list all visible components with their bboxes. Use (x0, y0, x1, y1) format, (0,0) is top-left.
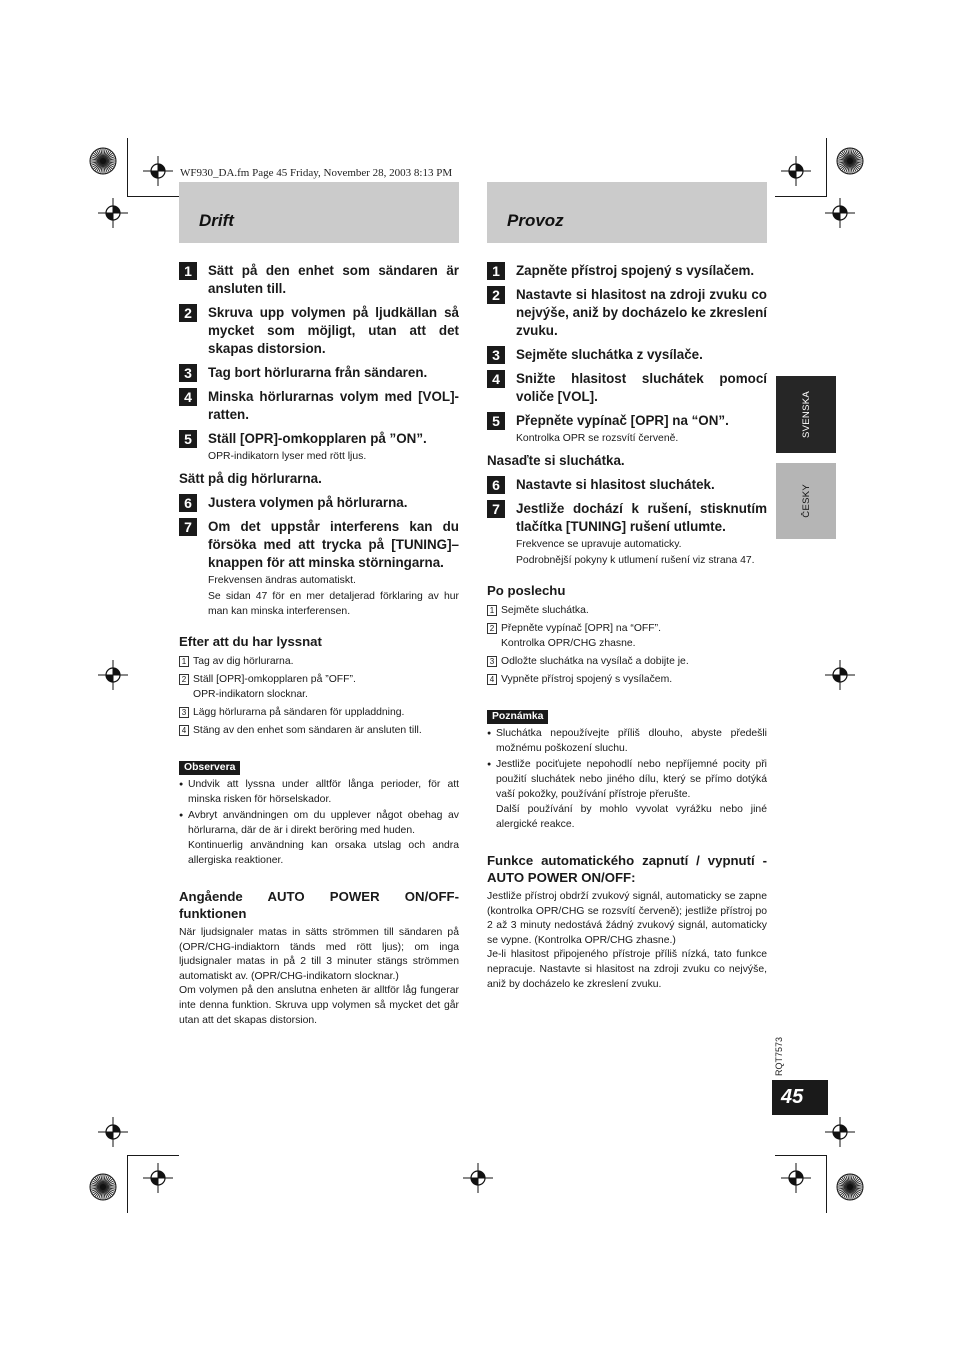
step-note: Podrobnější pokyny k utlumení rušení viz strana 47. (516, 555, 755, 566)
registration-mark-icon (825, 1117, 855, 1147)
registration-mark-icon (825, 198, 855, 228)
step-box-number: 1 (487, 605, 497, 616)
after-item-text: Vypněte přístroj spojený s vysílačem. (501, 674, 673, 685)
step-item (487, 500, 767, 568)
after-item (487, 654, 767, 669)
step-number: 6 (179, 494, 197, 512)
trim-mark (826, 1155, 827, 1213)
notice-badge: Poznámka (487, 710, 548, 724)
step-text: Snižte hlasitost sluchátek pomocí voliče [VOL]. (516, 371, 767, 404)
color-target-icon (88, 1172, 118, 1202)
language-tab-label: SVENSKA (800, 391, 812, 438)
trim-mark (127, 196, 179, 197)
auto-power-text (487, 890, 767, 992)
step-item (179, 262, 459, 298)
step-box-number: 2 (487, 623, 497, 634)
step-box-number: 4 (487, 674, 497, 685)
step-text: Nastavte si hlasitost sluchátek. (516, 477, 715, 492)
step-note: Frekvensen ändras automatiskt. (208, 575, 356, 586)
step-text: Zapněte přístroj spojený s vysílačem. (516, 263, 755, 278)
after-item-text: Kontrolka OPR/CHG zhasne. (501, 638, 636, 649)
step-item (487, 370, 767, 406)
step-list (487, 262, 767, 446)
step-item (487, 286, 767, 340)
section-header (179, 182, 459, 243)
registration-mark-icon (463, 1163, 493, 1193)
after-item (179, 654, 459, 669)
notice-badge: Observera (179, 761, 240, 775)
paragraph-line: Om volymen på den anslutna enheten är alltför låg fungerar inte denna funktion. Skruva upp volymen så mycket det går utan att det skapas distorsion. (179, 985, 459, 1026)
after-item (487, 621, 767, 651)
step-text: Sejměte sluchátka z vysílače. (516, 347, 703, 362)
color-target-icon (835, 146, 865, 176)
after-item (179, 723, 459, 738)
section-header (487, 182, 767, 243)
step-note: Frekvence se upravuje automaticky. (516, 539, 682, 550)
registration-mark-icon (143, 1163, 173, 1193)
after-item-text: Přepněte vypínač [OPR] na “OFF”. (501, 623, 661, 634)
after-item-text: Lägg hörlurarna på sändaren för uppladdning. (193, 707, 405, 718)
step-number: 1 (179, 262, 197, 280)
step-item (179, 388, 459, 424)
notice-list (487, 726, 767, 832)
notice-item: ● Sluchátka nepoužívejte příliš dlouho, abyste předešli možnému poškození sluchu. (487, 726, 767, 756)
after-item (179, 705, 459, 720)
step-text: Přepněte vypínač [OPR] na “ON”. (516, 413, 729, 428)
step-item (179, 430, 459, 464)
paragraph-line: Je-li hlasitost připojeného přístroje příliš nízká, tato funkce nepracuje. Nastavte si hlasitost na zdroji zvuku co nejvýše, aniž by docházelo ke zkreslení zvuku. (487, 949, 767, 990)
step-number: 5 (487, 412, 505, 430)
after-item (487, 603, 767, 618)
step-note: Kontrolka OPR se rozsvítí červeně. (516, 433, 679, 444)
step-number: 3 (487, 346, 505, 364)
language-tab-label: ČESKY (800, 484, 812, 518)
step-list (179, 494, 459, 619)
trim-mark (775, 1155, 827, 1156)
step-number: 1 (487, 262, 505, 280)
after-item (487, 672, 767, 687)
step-note: Se sidan 47 för en mer detaljerad förklaring av hur man kan minska interferensen. (208, 591, 459, 617)
after-list (487, 603, 767, 687)
after-item-text: OPR-indikatorn slocknar. (193, 689, 308, 700)
after-listening-title: Po poslechu (487, 583, 566, 598)
step-item (179, 518, 459, 619)
step-item (179, 304, 459, 358)
language-tab-svenska (776, 376, 836, 453)
registration-mark-icon (98, 660, 128, 690)
after-item-text: Odložte sluchátka na vysílač a dobijte je. (501, 656, 689, 667)
step-text: Minska hörlurarnas volym med [VOL]-ratten. (208, 389, 459, 422)
step-subhead: Sätt på dig hörlurarna. (179, 471, 322, 486)
paragraph-line: När ljudsignaler matas in sätts strömmen till sändaren på (OPR/CHG-indiaktorn tänds med rött ljus); om inga ljudsignaler matas in på 2 till 3 minuter stängs strömmen automatiskt av. (OPR/CHG-indikatorn slocknar.) (179, 927, 459, 982)
step-number: 7 (487, 500, 505, 518)
trim-mark (775, 196, 827, 197)
step-number: 3 (179, 364, 197, 382)
section-title: Drift (199, 211, 234, 230)
after-item-text: Sejměte sluchátka. (501, 605, 589, 616)
step-list (179, 262, 459, 464)
trim-mark (826, 138, 827, 196)
registration-mark-icon (781, 156, 811, 186)
notice-item: ● Jestliže pociťujete nepohodlí nebo nepříjemné pocity při použití sluchátek nebo jiného dílu, který se přímo dotýká vaší pokožky, používání přístroje přerušte. Další používání by mohlo vyvolat vyrážku nebo jiné alergické reakce. (487, 757, 767, 832)
step-number: 4 (179, 388, 197, 406)
document-code (772, 1033, 786, 1081)
step-item (179, 364, 459, 382)
step-text: Ställ [OPR]-omkopplaren på ”ON”. (208, 431, 427, 446)
after-list (179, 654, 459, 738)
step-item (487, 476, 767, 494)
step-item (487, 412, 767, 446)
czech-column (487, 182, 767, 992)
after-item (179, 672, 459, 702)
trim-mark (127, 138, 128, 196)
notice-list (179, 777, 459, 868)
step-number: 2 (487, 286, 505, 304)
step-item (487, 262, 767, 280)
file-info: WF930_DA.fm Page 45 Friday, November 28, 2003 8:13 PM (180, 167, 453, 179)
step-item (179, 494, 459, 512)
registration-mark-icon (825, 660, 855, 690)
step-box-number: 2 (179, 674, 189, 685)
step-number: 6 (487, 476, 505, 494)
step-box-number: 3 (487, 656, 497, 667)
step-number: 7 (179, 518, 197, 536)
notice-item: ● Undvik att lyssna under alltför långa perioder, för att minska risken för hörselskador. (179, 777, 459, 807)
step-number: 5 (179, 430, 197, 448)
auto-power-title: Funkce automatického zapnutí / vypnutí - AUTO POWER ON/OFF: (487, 853, 767, 885)
step-text: Tag bort hörlurarna från sändaren. (208, 365, 428, 380)
after-item-text: Stäng av den enhet som sändaren är ansluten till. (193, 725, 422, 736)
step-box-number: 1 (179, 656, 189, 667)
color-target-icon (835, 1172, 865, 1202)
step-text: Sätt på den enhet som sändaren är ansluten till. (208, 263, 459, 296)
registration-mark-icon (781, 1163, 811, 1193)
language-tab-cesky (776, 463, 836, 539)
trim-mark (127, 1155, 179, 1156)
after-listening-title: Efter att du har lyssnat (179, 634, 322, 649)
after-item-text: Tag av dig hörlurarna. (193, 656, 294, 667)
registration-mark-icon (143, 156, 173, 186)
step-box-number: 3 (179, 707, 189, 718)
color-target-icon (88, 146, 118, 176)
step-text: Nastavte si hlasitost na zdroji zvuku co nejvýše, aniž by docházelo ke zkreslení zvuku. (516, 287, 767, 338)
step-box-number: 4 (179, 725, 189, 736)
trim-mark (127, 1155, 128, 1213)
swedish-column (179, 182, 459, 1028)
section-title: Provoz (507, 211, 564, 230)
auto-power-text (179, 926, 459, 1028)
step-text: Jestliže dochází k rušení, stisknutím tlačítka [TUNING] rušení utlumte. (516, 501, 767, 534)
paragraph-line: Jestliže přístroj obdrží zvukový signál, automaticky se zapne (kontrolka OPR/CHG se rozsvítí červeně); jestliže přístroj po 2 až 3 minuty nedostává žádný zvukový signál, automaticky se vypne. (Kontrolka OPR/CHG zhasne.) (487, 891, 767, 946)
page-number: 45 (772, 1080, 828, 1115)
document-code-text: RQT7573 (774, 1037, 784, 1077)
step-list (487, 476, 767, 568)
registration-mark-icon (98, 1117, 128, 1147)
step-text: Justera volymen på hörlurarna. (208, 495, 408, 510)
step-item (487, 346, 767, 364)
after-item-text: Ställ [OPR]-omkopplaren på ”OFF”. (193, 674, 356, 685)
step-number: 2 (179, 304, 197, 322)
step-text: Om det uppstår interferens kan du försöka med att trycka på [TUNING]–knappen för att minska störningarna. (208, 519, 459, 570)
step-subhead: Nasaďte si sluchátka. (487, 453, 625, 468)
auto-power-title: Angående AUTO POWER ON/OFF-funktionen (179, 889, 459, 921)
step-number: 4 (487, 370, 505, 388)
notice-item: ● Avbryt användningen om du upplever något obehag av hörlurarna, där de är i direkt beröring med huden. Kontinuerlig användning kan orsaka utslag och andra allergiska reaktioner. (179, 808, 459, 868)
registration-mark-icon (98, 198, 128, 228)
step-text: Skruva upp volymen på ljudkällan så mycket som möjligt, utan att det skapas distorsion. (208, 305, 459, 356)
step-note: OPR-indikatorn lyser med rött ljus. (208, 451, 367, 462)
